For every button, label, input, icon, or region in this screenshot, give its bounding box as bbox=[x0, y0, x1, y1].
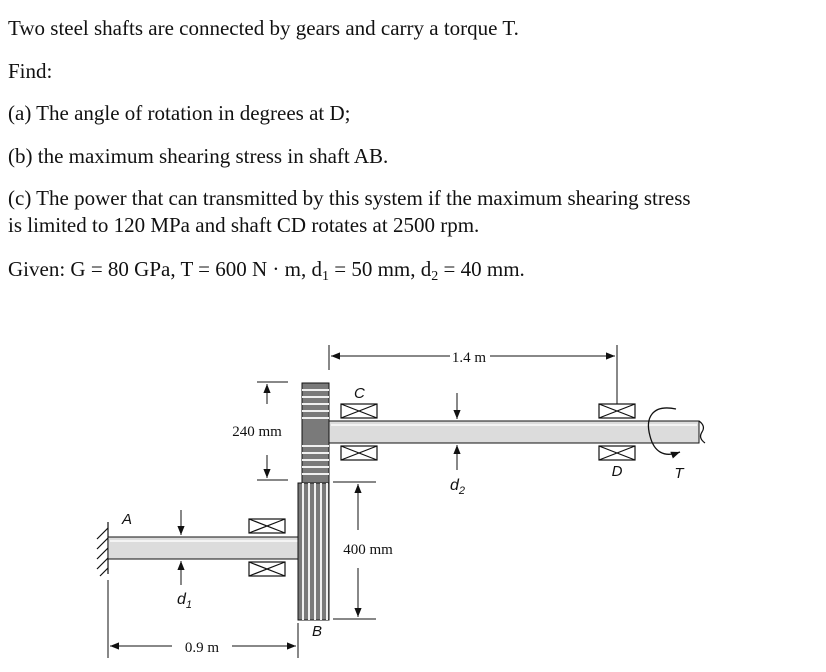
gear-b bbox=[298, 483, 329, 620]
shaft-ab bbox=[108, 537, 301, 559]
given-prefix: Given: G = 80 GPa, T = 600 N · m, d bbox=[8, 257, 322, 281]
label-torque-t: T bbox=[674, 465, 684, 482]
bearing-d-bottom bbox=[599, 446, 635, 460]
part-c-line2: is limited to 120 MPa and shaft CD rotates at 2500 rpm. bbox=[8, 213, 480, 237]
bearing-c-top bbox=[341, 404, 377, 418]
label-d1: $d_1$ bbox=[177, 591, 193, 611]
problem-intro: Two steel shafts are connected by gears and carry a torque T. bbox=[8, 16, 519, 40]
bearing-c-bottom bbox=[341, 446, 377, 460]
bearing-d-top bbox=[599, 404, 635, 418]
gear-c bbox=[302, 383, 329, 483]
dim-cd-length-label: 1.4 m bbox=[451, 350, 487, 366]
part-b: (b) the maximum shearing stress in shaft AB. bbox=[8, 144, 389, 168]
label-d2: $d_2$ bbox=[450, 477, 466, 497]
part-c-line1: (c) The power that can transmitted by this system if the maximum shearing stress bbox=[8, 186, 691, 210]
label-point-d: D bbox=[611, 463, 623, 480]
bearing-ab-bottom bbox=[249, 562, 285, 576]
given-mid: = 50 mm, d bbox=[329, 257, 432, 281]
given-d1-sub: 1 bbox=[322, 269, 329, 284]
shaft-break-mark bbox=[699, 421, 705, 443]
fixed-wall-support bbox=[97, 522, 108, 576]
part-a: (a) The angle of rotation in degrees at D; bbox=[8, 101, 351, 125]
given-d2-sub: 2 bbox=[431, 269, 439, 284]
label-point-b: B bbox=[312, 623, 323, 640]
label-point-c: C bbox=[354, 385, 365, 402]
bearing-ab-top bbox=[249, 519, 285, 533]
dim-gear-b-label: 400 mm bbox=[343, 542, 393, 558]
dim-ab-length-label: 0.9 m bbox=[184, 640, 220, 656]
label-point-a: A bbox=[122, 511, 133, 528]
find-label: Find: bbox=[8, 59, 53, 83]
given-suffix: = 40 mm. bbox=[438, 257, 525, 281]
dim-gear-c-label: 240 mm bbox=[232, 424, 282, 440]
